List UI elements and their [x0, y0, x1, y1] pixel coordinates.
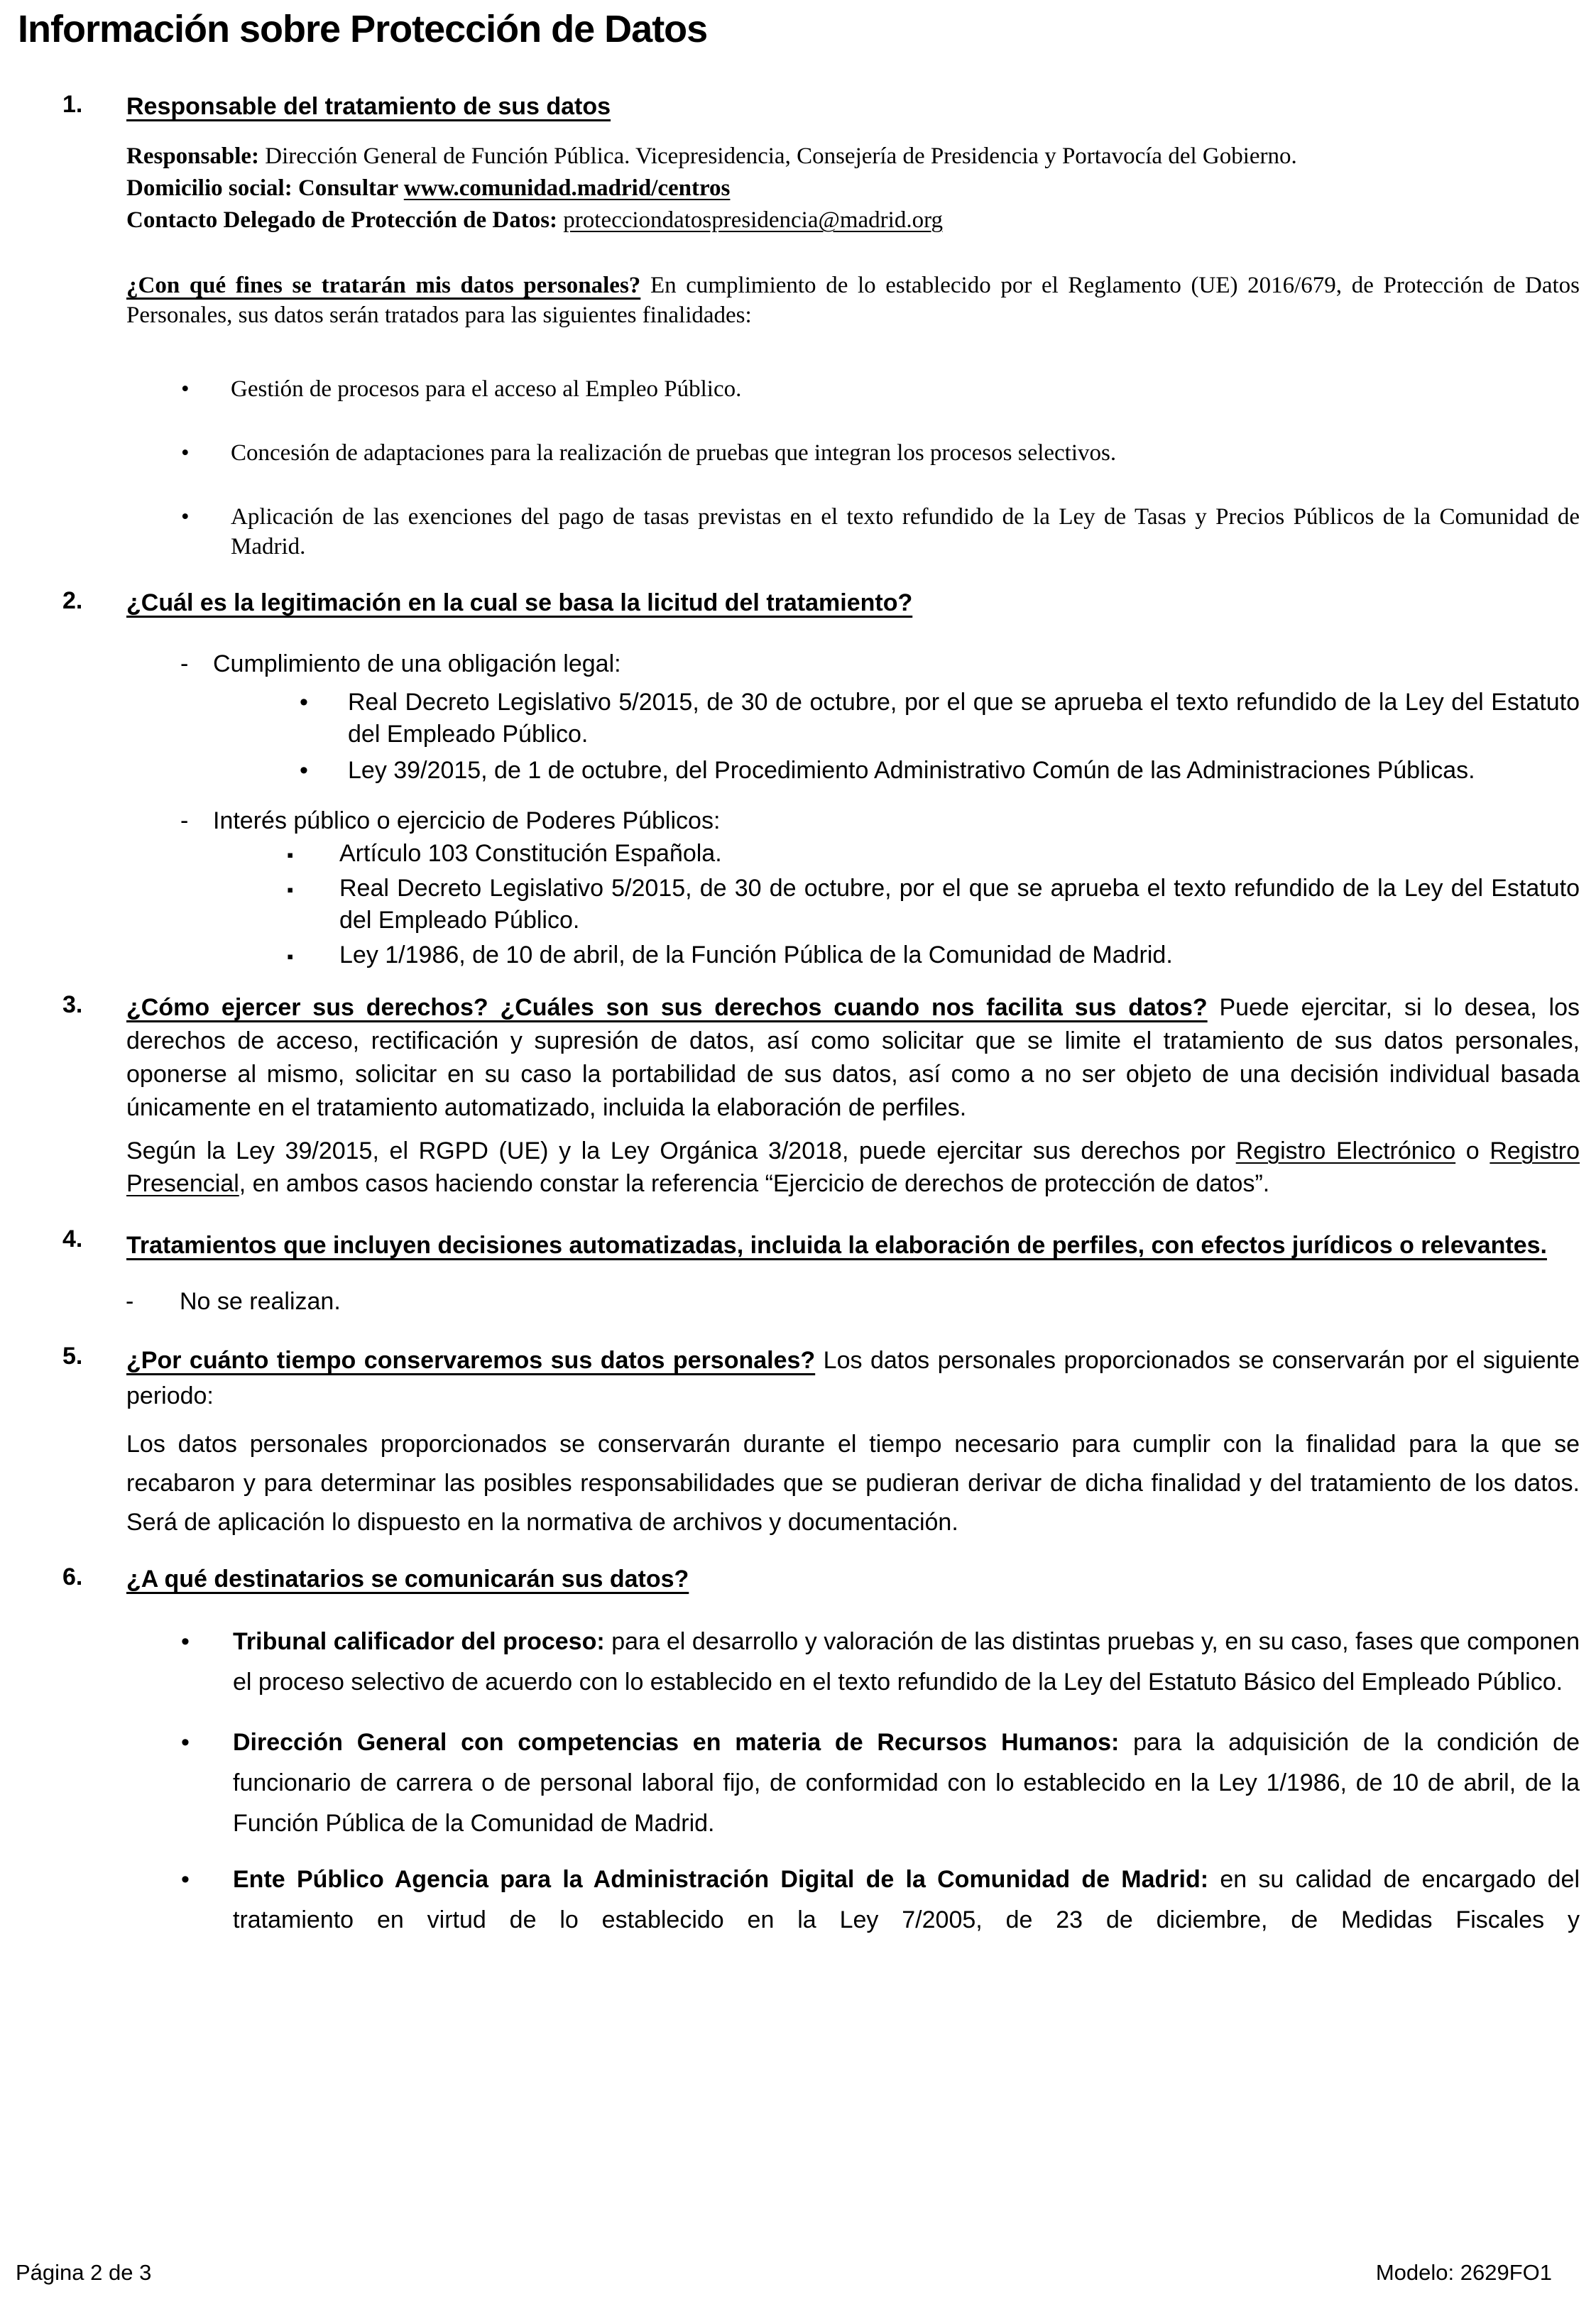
section-5-heading: ¿Por cuánto tiempo conservaremos sus datos personales? — [126, 1347, 816, 1374]
list-item: • Ley 39/2015, de 1 de octubre, del Procedimiento Administrativo Común de las Administraciones Públicas. — [126, 755, 1580, 787]
section-4 — [62, 1226, 1580, 1319]
section-2-number: 2. — [62, 587, 83, 614]
bullet-icon: • — [181, 1729, 190, 1756]
obligacion-legal-list — [126, 687, 1580, 787]
section-3-heading: ¿Cómo ejercer sus derechos? ¿Cuáles son sus derechos cuando nos facilita sus datos? — [126, 994, 1208, 1021]
page-title: Información sobre Protección de Datos — [18, 8, 708, 50]
square-bullet-icon: ▪ — [287, 844, 294, 866]
list-item: • Aplicación de las exenciones del pago de tasas previstas en el texto refundido de la Ley de Tasas y Precios Públicos de la Comunidad de Madrid. — [126, 502, 1580, 562]
section-1-number: 1. — [62, 91, 83, 118]
list-item: ▪ Artículo 103 Constitución Española. — [126, 838, 1580, 870]
list-item: • Dirección General con competencias en materia de Recursos Humanos: para la adquisición de la condición de funcionario de carrera o de personal laboral fijo, de conformidad con lo establecido en la Ley 1/1986, de 10 de abril, de la Función Pública de la Comunidad de Madrid. — [126, 1723, 1580, 1844]
section-6-heading: ¿A qué destinatarios se comunicarán sus datos? — [126, 1566, 689, 1593]
footer-page-number: Página 2 de 3 — [16, 2260, 152, 2285]
domicilio-line: Domicilio social: Consultar www.comunidad.madrid/centros — [126, 175, 731, 201]
bullet-icon: • — [181, 504, 190, 530]
section-6-number: 6. — [62, 1563, 83, 1590]
bullet-icon: • — [181, 440, 190, 466]
contacto-email-link[interactable]: protecciondatospresidencia@madrid.org — [563, 207, 943, 233]
fines-bullet-list — [126, 374, 1580, 562]
dash-icon: - — [180, 807, 189, 834]
section-2-heading: ¿Cuál es la legitimación en la cual se basa la licitud del tratamiento? — [126, 589, 913, 616]
fines-paragraph: ¿Con qué fines se tratarán mis datos personales? En cumplimiento de lo establecido por el Reglamento (UE) 2016/679, de Protección de Datos Personales, sus datos serán tratados para las siguientes finalidades: — [126, 273, 1580, 328]
list-item: • Gestión de procesos para el acceso al Empleo Público. — [126, 374, 1580, 404]
section-5 — [62, 1343, 1580, 1542]
interes-publico-list — [126, 838, 1580, 971]
bullet-icon: • — [181, 1866, 190, 1893]
bullet-icon: • — [181, 376, 190, 402]
section-2 — [62, 587, 1580, 971]
list-item: - Cumplimiento de una obligación legal: — [126, 647, 1580, 681]
section-3-paragraph: ¿Cómo ejercer sus derechos? ¿Cuáles son sus derechos cuando nos facilita sus datos? Puede ejercitar, si lo desea, los derechos de acceso, rectificación y supresión de datos, así como solicitar que se limite el tratamiento de sus datos personales, oponerse al mismo, solicitar en su caso la portabilidad de sus datos, así como a no ser objeto de una decisión individual basada únicamente en el tratamiento automatizado, incluida la elaboración de perfiles. — [126, 994, 1580, 1121]
registro-electronico-link[interactable]: Registro Electrónico — [1235, 1137, 1456, 1164]
section-3 — [62, 991, 1580, 1200]
domicilio-link[interactable]: www.comunidad.madrid/centros — [403, 175, 731, 201]
bullet-icon: • — [300, 689, 308, 716]
dash-icon: - — [180, 650, 189, 677]
registro-paragraph: Según la Ley 39/2015, el RGPD (UE) y la Ley Orgánica 3/2018, puede ejercitar sus derechos por Registro Electrónico o Registro Presencial, en ambos casos haciendo constar la referencia “Ejercicio de derechos de protección de datos”. — [126, 1137, 1580, 1197]
section-3-number: 3. — [62, 991, 83, 1018]
square-bullet-icon: ▪ — [287, 879, 294, 900]
conservacion-paragraph: Los datos personales proporcionados se conservarán durante el tiempo necesario para cumplir con la finalidad para la que se recabaron y para determinar las posibles responsabilidades que se pudieran derivar de dicha finalidad y del tratamiento de los datos. Será de aplicación lo dispuesto en la normativa de archivos y documentación. — [126, 1431, 1580, 1536]
list-item: • Concesión de adaptaciones para la realización de pruebas que integran los procesos selectivos. — [126, 438, 1580, 468]
responsable-line: Responsable: Dirección General de Función Pública. Vicepresidencia, Consejería de Presidencia y Portavocía del Gobierno. — [126, 143, 1297, 169]
list-item: • Ente Público Agencia para la Administración Digital de la Comunidad de Madrid: en su calidad de encargado del tratamiento en virtud de lo establecido en la Ley 7/2005, de 23 de diciembre, de Medidas Fiscales y — [126, 1860, 1580, 1940]
list-item: • Tribunal calificador del proceso: para el desarrollo y valoración de las distintas pruebas y, en su caso, fases que componen el proceso selectivo de acuerdo con lo establecido en el texto refundido de la Ley del Estatuto Básico del Empleado Público. — [126, 1622, 1580, 1703]
dash-icon: - — [126, 1288, 134, 1315]
section-4-heading: Tratamientos que incluyen decisiones automatizadas, incluida la elaboración de perfiles, con efectos jurídicos o relevantes. — [126, 1232, 1547, 1259]
section-1 — [62, 91, 1580, 562]
responsable-block — [126, 141, 1580, 236]
list-item: ▪ Ley 1/1986, de 10 de abril, de la Función Pública de la Comunidad de Madrid. — [126, 939, 1580, 971]
section-6 — [62, 1563, 1580, 1940]
square-bullet-icon: ▪ — [287, 946, 294, 967]
list-item: - No se realizan. — [126, 1285, 1580, 1319]
list-item: • Real Decreto Legislativo 5/2015, de 30 de octubre, por el que se aprueba el texto refundido de la Ley del Estatuto del Empleado Público. — [126, 687, 1580, 750]
section-4-number: 4. — [62, 1226, 83, 1252]
bullet-icon: • — [181, 1628, 190, 1655]
contacto-line: Contacto Delegado de Protección de Datos: protecciondatospresidencia@madrid.org — [126, 207, 943, 233]
footer-model-code: Modelo: 2629FO1 — [1375, 2260, 1552, 2285]
section-5-paragraph: ¿Por cuánto tiempo conservaremos sus datos personales? Los datos personales proporcionados se conservarán por el siguiente periodo: — [126, 1347, 1580, 1409]
list-item: - Interés público o ejercicio de Poderes Públicos: — [126, 804, 1580, 838]
bullet-icon: • — [300, 757, 308, 784]
section-5-number: 5. — [62, 1343, 83, 1370]
list-item: ▪ Real Decreto Legislativo 5/2015, de 30 de octubre, por el que se aprueba el texto refundido de la Ley del Estatuto del Empleado Público. — [287, 875, 1580, 934]
section-1-heading: Responsable del tratamiento de sus datos — [126, 93, 611, 120]
registro-presencial-link[interactable]: Registro Presencial — [126, 1137, 1580, 1197]
